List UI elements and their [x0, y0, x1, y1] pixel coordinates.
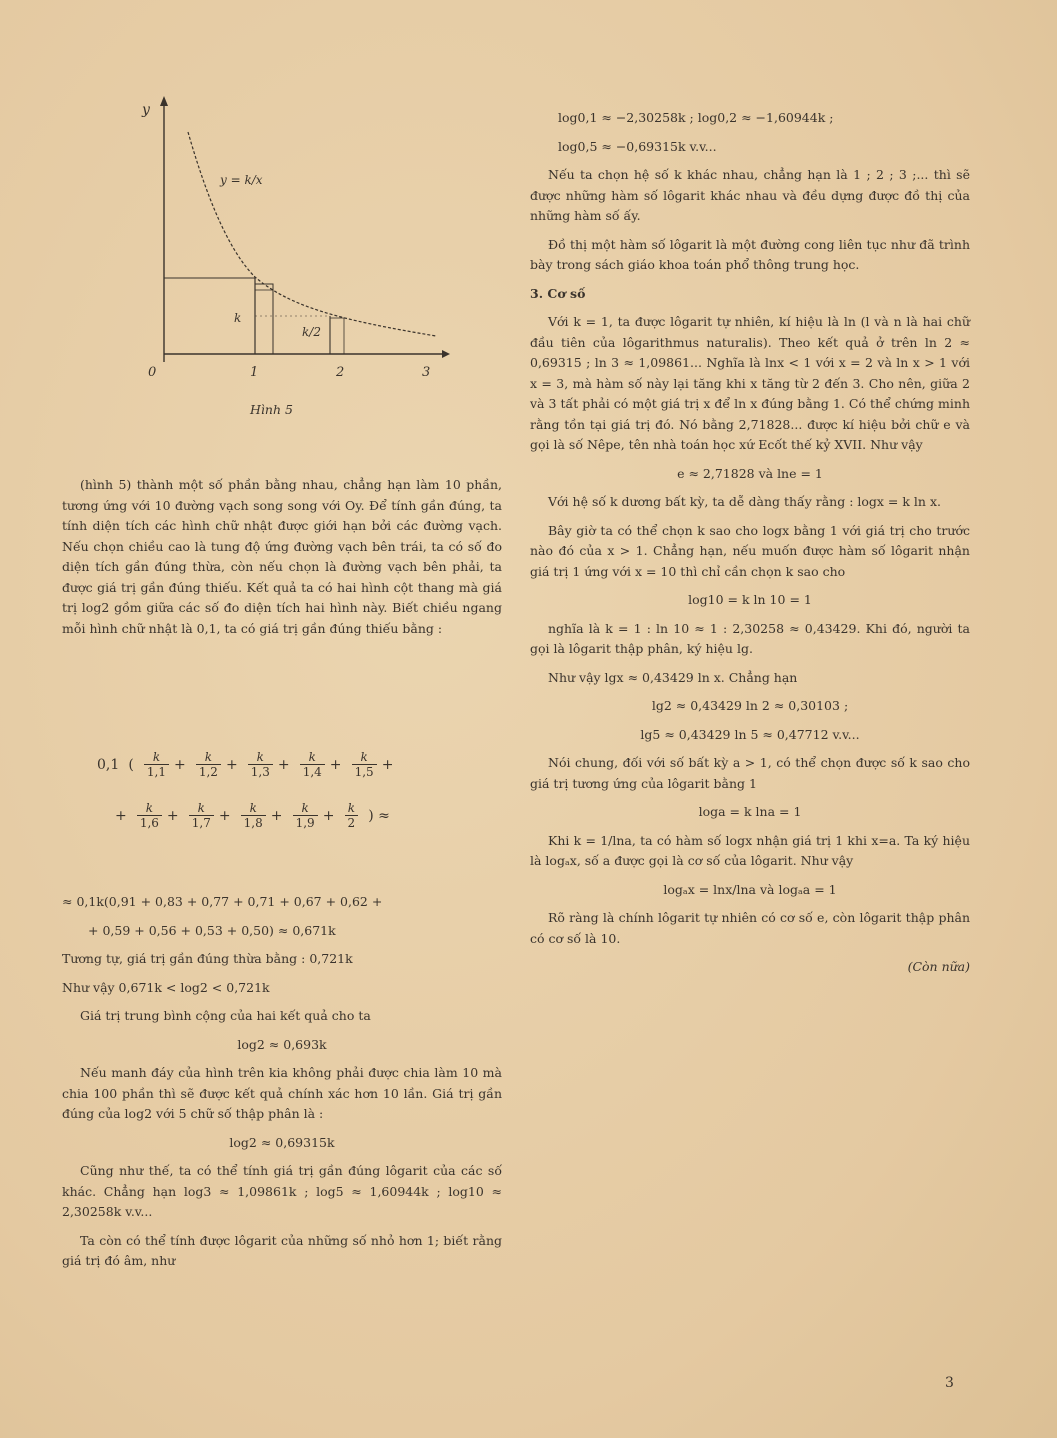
right-column [530, 108, 970, 986]
fraction: $\frac{k}{1,7}$ [189, 801, 214, 830]
end-note: (Còn nữa) [907, 959, 970, 974]
curve-label: y = k/x [220, 173, 263, 187]
formula-log05: log0,5 ≈ −0,69315k v.v... [558, 138, 717, 154]
formula-log-base: logₐx = lnx/lna và logₐa = 1 [663, 881, 837, 897]
fraction: $\frac{k}{1,6}$ [137, 801, 162, 830]
left-paragraph-5: Nếu manh đáy của hình trên kia không phải được chia làm 10 mà chia 100 phần thì sẽ được kết quả chính xác hơn 10 lần. Giá trị gần đúng của log2 với 5 chữ số thập phân là : [62, 1065, 502, 1121]
sum-line-2: + 0,59 + 0,56 + 0,53 + 0,50) ≈ 0,671k [88, 922, 336, 938]
right-paragraph-8: Nói chung, đối với số bất kỳ a > 1, có thể chọn được số k sao cho giá trị tương ứng của lôgarit bằng 1 [530, 755, 970, 791]
fraction: $\frac{k}{1,2}$ [196, 750, 221, 779]
formula-log01: log0,1 ≈ −2,30258k ; log0,2 ≈ −1,60944k ; [558, 110, 834, 125]
frac-prefix: 0,1 [97, 756, 120, 773]
fraction-row-2: + $\frac{k}{1,6}$ + $\frac{k}{1,7}$ + $\frac{k}{1,8}$ + $\frac{k}{1,9}$ + $\frac{k}{2}$ ) ≈ [115, 801, 390, 830]
rect-1 [255, 284, 273, 354]
y-axis-arrow [160, 96, 168, 106]
fraction: $\frac{k}{1,3}$ [248, 750, 273, 779]
formula-log2-precise: log2 ≈ 0,69315k [229, 1134, 335, 1150]
right-paragraph-4: Với hệ số k dương bất kỳ, ta dễ dàng thấy rằng : logx = k ln x. [548, 494, 941, 509]
curve [188, 132, 436, 336]
fraction: $\frac{k}{1,9}$ [293, 801, 318, 830]
left-paragraph-6: Cũng như thế, ta có thể tính giá trị gần đúng lôgarit của các số khác. Chẳng hạn log3 ≈ 1,09861k ; log5 ≈ 1,60944k ; log10 ≈ 2,30258k v.v... [62, 1163, 502, 1219]
left-paragraph-4: Giá trị trung bình cộng của hai kết quả cho ta [80, 1008, 371, 1023]
right-paragraph-9: Khi k = 1/lna, ta có hàm số logx nhận giá trị 1 khi x=a. Ta ký hiệu là logₐx, số a được gọi là cơ số của lôgarit. Như vậy [530, 832, 970, 868]
fraction: $\frac{k}{1,4}$ [300, 750, 325, 779]
fraction: $\frac{k}{1,5}$ [352, 750, 377, 779]
fraction-row-1: 0,1 ( $\frac{k}{1,1}$ + $\frac{k}{1,2}$ + $\frac{k}{1,3}$ + $\frac{k}{1,4}$ + $\frac{k}{1,5}$ + [97, 750, 394, 779]
figure-hyperbola [130, 92, 460, 422]
section-heading: 3. Cơ số [530, 285, 586, 301]
formula-lg2: lg2 ≈ 0,43429 ln 2 ≈ 0,30103 ; [651, 698, 849, 713]
fraction: $\frac{k}{2}$ [345, 801, 359, 830]
rect-2 [255, 290, 273, 354]
right-paragraph-1: Nếu ta chọn hệ số k khác nhau, chẳng hạn là 1 ; 2 ; 3 ;... thì sẽ được những hàm số lôgarit khác nhau và đều dựng được đồ thị của những hàm số ấy. [530, 167, 970, 223]
x-tick-0: 0 [148, 365, 157, 380]
open-paren-glyph: ( [128, 756, 134, 773]
formula-loga: loga = k lna = 1 [698, 804, 802, 819]
right-paragraph-2: Đồ thị một hàm số lôgarit là một đường cong liên tục như đã trình bày trong sách giáo khoa toán phổ thông trung học. [530, 236, 970, 272]
left-paragraph-1: (hình 5) thành một số phần bằng nhau, chẳng hạn làm 10 phần, tương ứng với 10 đường vạch song song với Oy. Để tính gần đúng, ta tính diện tích các hình chữ nhật được giới hạn bởi các đường vạch. Nếu chọn chiều cao là tung độ ứng đường vạch bên trái, ta có số đo diện tích gần đúng thừa, còn nếu chọn là đường vạch bên phải, ta được giá trị gần đúng thiếu. Kết quả ta có hai hình cột thang mà giá trị log2 gồm giữa các số đo diện tích hai hình này. Biết chiều ngang mỗi hình chữ nhật là 0,1, ta có giá trị gần đúng thiếu bằng : [62, 477, 502, 636]
x-tick-2: 2 [336, 365, 345, 380]
x-tick-3: 3 [422, 365, 431, 380]
formula-lg5: lg5 ≈ 0,43429 ln 5 ≈ 0,47712 v.v... [640, 726, 860, 742]
right-paragraph-3: Với k = 1, ta được lôgarit tự nhiên, kí hiệu là ln (l và n là hai chữ đầu tiên của lôgarithmus naturalis). Theo kết quả ở trên ln 2 ≈ 0,69315 ; ln 3 ≈ 1,09861... Nghĩa là lnx < 1 với x = 2 và ln x > 1 với x = 3, mà hàm số này lại tăng khi x tăng từ 2 đến 3. Cho nên, giữa 2 và 3 tất phải có một giá trị x để ln x đúng bằng 1. Có thể chứng minh rằng tồn tại giá trị đó. Nó bằng 2,71828... được kí hiệu bởi chữ e và gọi là số Nêpe, tên nhà toán học xứ Ecốt thế kỷ XVII. Như vậy [530, 314, 970, 452]
y-axis-label: y [142, 102, 150, 118]
rect-3 [330, 318, 344, 354]
x-axis-arrow [442, 350, 450, 358]
formula-e: e ≈ 2,71828 và lne = 1 [677, 465, 823, 481]
fraction: $\frac{k}{1,1}$ [144, 750, 169, 779]
mark-k2: k/2 [302, 325, 321, 339]
left-column [62, 475, 502, 647]
fraction: $\frac{k}{1,8}$ [241, 801, 266, 830]
sum-line-1: ≈ 0,1k(0,91 + 0,83 + 0,77 + 0,71 + 0,67 + 0,62 + [62, 894, 383, 909]
figure-caption: Hình 5 [250, 402, 293, 417]
left-column-lower [62, 892, 502, 1280]
left-paragraph-2: Tương tự, giá trị gần đúng thừa bằng : 0,721k [62, 951, 353, 966]
close-paren-glyph: ) ≈ [368, 807, 390, 824]
formula-log10: log10 = k ln 10 = 1 [688, 592, 812, 607]
page-number: 3 [945, 1375, 954, 1391]
right-paragraph-10: Rõ ràng là chính lôgarit tự nhiên có cơ số e, còn lôgarit thập phân có cơ số là 10. [530, 910, 970, 946]
formula-log2-approx: log2 ≈ 0,693k [237, 1036, 327, 1052]
left-paragraph-7: Ta còn có thể tính được lôgarit của những số nhỏ hơn 1; biết rằng giá trị đó âm, như [62, 1232, 502, 1268]
fraction-sum [95, 750, 495, 852]
left-paragraph-3: Như vậy 0,671k < log2 < 0,721k [62, 979, 270, 995]
right-paragraph-5: Bây giờ ta có thể chọn k sao cho logx bằng 1 với giá trị cho trước nào đó của x > 1. Chẳng hạn, nếu muốn được hàm số lôgarit nhận giá trị 1 ứng với x = 10 thì chỉ cần chọn k sao cho [530, 522, 970, 579]
x-tick-1: 1 [250, 365, 259, 380]
right-paragraph-7: Như vậy lgx ≈ 0,43429 ln x. Chẳng hạn [548, 669, 798, 685]
mark-k: k [234, 311, 242, 325]
right-paragraph-6: nghĩa là k = 1 : ln 10 ≈ 1 : 2,30258 ≈ 0,43429. Khi đó, người ta gọi là lôgarit thập phân, ký hiệu lg. [530, 620, 970, 656]
